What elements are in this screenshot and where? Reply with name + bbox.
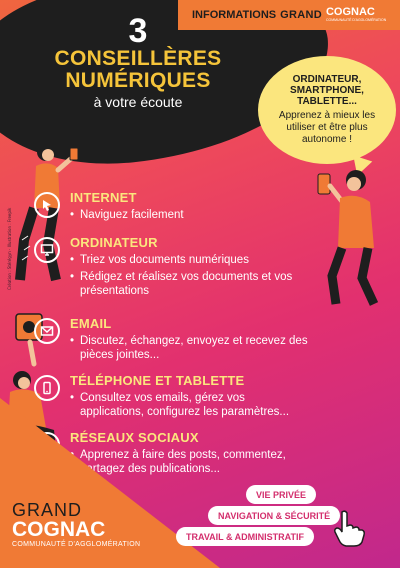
man-phone-illustration bbox=[312, 158, 392, 308]
title-line-2: NUMÉRIQUES bbox=[65, 69, 211, 92]
section-title: EMAIL bbox=[70, 316, 112, 331]
hand-pointer-icon bbox=[332, 508, 366, 548]
section-bullet: • Apprenez à faire des posts, commentez, partagez des publications... bbox=[70, 448, 310, 476]
title-subtitle: à votre écoute bbox=[93, 94, 183, 110]
cursor-icon bbox=[34, 192, 60, 218]
section-title: TÉLÉPHONE ET TABLETTE bbox=[70, 373, 245, 388]
bubble-head-2: SMARTPHONE, bbox=[290, 85, 364, 96]
section-title: ORDINATEUR bbox=[70, 235, 158, 250]
logo-tagline: COMMUNAUTÉ D'AGGLOMÉRATION bbox=[12, 541, 141, 548]
bubble-head-3: TABLETTE... bbox=[297, 96, 357, 107]
logo-grand: GRAND bbox=[12, 500, 83, 520]
section-bullet: • Rédigez et réalisez vos documents et vos présentations bbox=[70, 270, 310, 298]
section-bullet: • Naviguez facilement bbox=[70, 208, 310, 222]
pill-vie-privee: VIE PRIVÉE bbox=[246, 485, 316, 504]
section-bullet: • Discutez, échangez, envoyez et recevez des pièces jointes... bbox=[70, 334, 310, 362]
pill-navigation-securite: NAVIGATION & SÉCURITÉ bbox=[208, 506, 340, 525]
title-number: 3 bbox=[128, 12, 148, 50]
envelope-icon bbox=[34, 318, 60, 344]
banner-logo-cognac-text: COGNAC bbox=[325, 6, 375, 19]
section-bullet: • Consultez vos emails, gérez vos applications, configurez les paramètres... bbox=[70, 391, 310, 419]
banner-logo-tagline: COMMUNAUTÉ D'AGGLOMÉRATION bbox=[325, 18, 387, 23]
section-title: RÉSEAUX SOCIAUX bbox=[70, 430, 199, 445]
section-email bbox=[70, 316, 310, 362]
pill-travail-administratif: TRAVAIL & ADMINISTRATIF bbox=[176, 527, 314, 546]
section-internet bbox=[70, 190, 310, 222]
banner-logo-cognac bbox=[326, 7, 386, 23]
page-title bbox=[38, 14, 238, 110]
banner-text: INFORMATIONS bbox=[192, 9, 277, 21]
speech-bubble bbox=[258, 56, 396, 164]
section-ordinateur bbox=[70, 235, 310, 298]
section-title: INTERNET bbox=[70, 190, 137, 205]
banner-logo-grand: GRAND bbox=[280, 9, 322, 21]
logo-cognac: COGNAC bbox=[12, 518, 106, 541]
monitor-icon bbox=[34, 237, 60, 263]
title-line-1: CONSEILLÈRES bbox=[54, 47, 222, 70]
bubble-body: Apprenez à mieux les utiliser et être plus autonome ! bbox=[278, 110, 376, 145]
section-bullet: • Triez vos documents numériques bbox=[70, 253, 310, 267]
grand-cognac-logo bbox=[12, 501, 140, 548]
bubble-head-1: ORDINATEUR, bbox=[292, 74, 362, 85]
credit-text: Création : Stérégyn · Illustration : Freepik bbox=[7, 207, 12, 290]
